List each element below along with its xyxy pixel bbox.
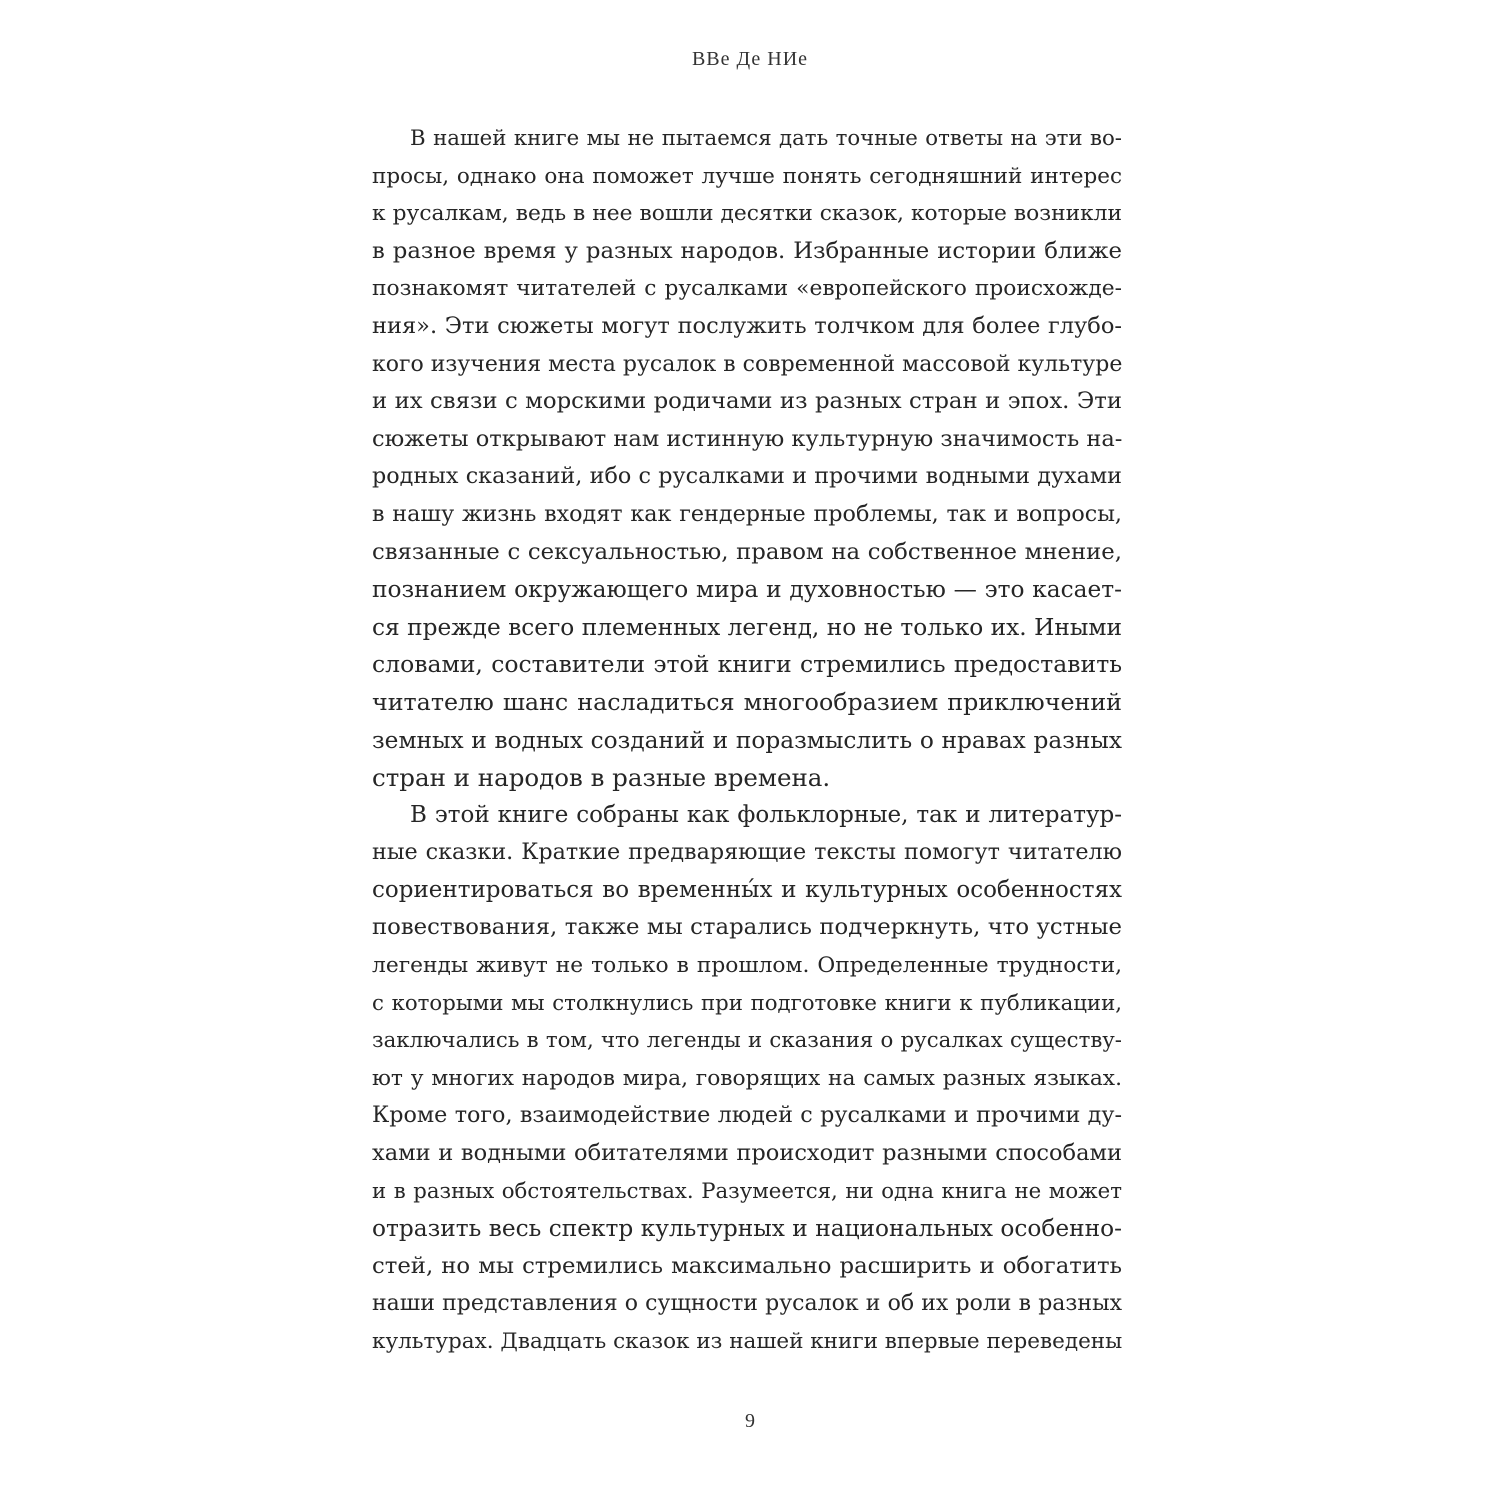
page-number: 9 — [745, 1410, 755, 1432]
text-line: в разное время у разных народов. Избранные истории ближе — [372, 237, 1122, 264]
text-line: познанием окружающего мира и духовностью — это касает- — [372, 576, 1122, 604]
text-line: родных сказаний, ибо с русалками и прочими водными духами — [372, 463, 1122, 490]
text-line: В этой книге собраны как фольклорные, так и литератур- — [410, 801, 1122, 828]
body-text — [372, 120, 1122, 1361]
text-line: словами, составители этой книги стремились предоставить — [372, 650, 1122, 679]
text-line: В нашей книге мы не пытаемся дать точные ответы на эти во- — [410, 126, 1122, 151]
text-line: повествования, также мы старались подчеркнуть, что устные — [372, 914, 1122, 941]
text-line: отразить весь спектр культурных и национальных особенно- — [372, 1215, 1122, 1243]
text-line: кого изучения места русалок в современной массовой культуре — [372, 351, 1123, 377]
text-line: легенды живут не только в прошлом. Определенные трудности, — [372, 953, 1122, 979]
text-line: наши представления о сущности русалок и об их роли в разных — [372, 1291, 1122, 1317]
text-line: ния». Эти сюжеты могут послужить толчком для более глубо- — [372, 312, 1122, 339]
text-line: и их связи с морскими родичами из разных стран и эпох. Эти — [372, 388, 1122, 415]
text-line: стран и народов в разные времена. — [372, 763, 831, 793]
text-line: хами и водными обитателями происходит разными способами — [372, 1140, 1122, 1167]
text-line: ют у многих народов мира, говорящих на самых разных языках. — [372, 1065, 1122, 1091]
text-line: сориентироваться во временны́х и культурных особенностях — [372, 876, 1122, 903]
text-line: заключались в том, что легенды и сказания о русалках существу- — [372, 1028, 1122, 1054]
paragraph-1 — [372, 120, 1122, 797]
text-line: в нашу жизнь входят как гендерные проблемы, так и вопросы, — [372, 500, 1122, 527]
text-line: читателю шанс насладиться многообразием приключений — [372, 687, 1122, 716]
text-line: познакомят читателей с русалками «европейского происхожде- — [372, 276, 1122, 302]
text-line: стей, но мы стремились максимально расширить и обогатить — [372, 1252, 1122, 1279]
text-line: ся прежде всего племенных легенд, но не только их. Иными — [372, 613, 1122, 641]
text-line: просы, однако она поможет лучше понять сегодняшний интерес — [372, 163, 1122, 189]
text-line: с которыми мы столкнулись при подготовке книги к публикации, — [372, 990, 1122, 1016]
text-line: к русалкам, ведь в нее вошли десятки сказок, которые возникли — [372, 201, 1122, 227]
running-head: ВВе Де НИе — [691, 48, 809, 70]
text-line: ные сказки. Краткие предваряющие тексты помогут читателю — [372, 839, 1122, 866]
text-line: Кроме того, взаимодействие людей с русалками и прочими ду- — [372, 1102, 1122, 1129]
text-line: земных и водных созданий и поразмыслить о нравах разных — [372, 726, 1122, 754]
text-line: и в разных обстоятельствах. Разумеется, ни одна книга не может — [372, 1178, 1122, 1204]
text-line: связанные с сексуальностью, правом на собственное мнение, — [372, 538, 1122, 565]
text-line: сюжеты открывают нам истинную культурную значимость на- — [372, 425, 1123, 452]
paragraph-2 — [372, 797, 1122, 1361]
text-line: культурах. Двадцать сказок из нашей книги впервые переведены — [372, 1329, 1123, 1354]
